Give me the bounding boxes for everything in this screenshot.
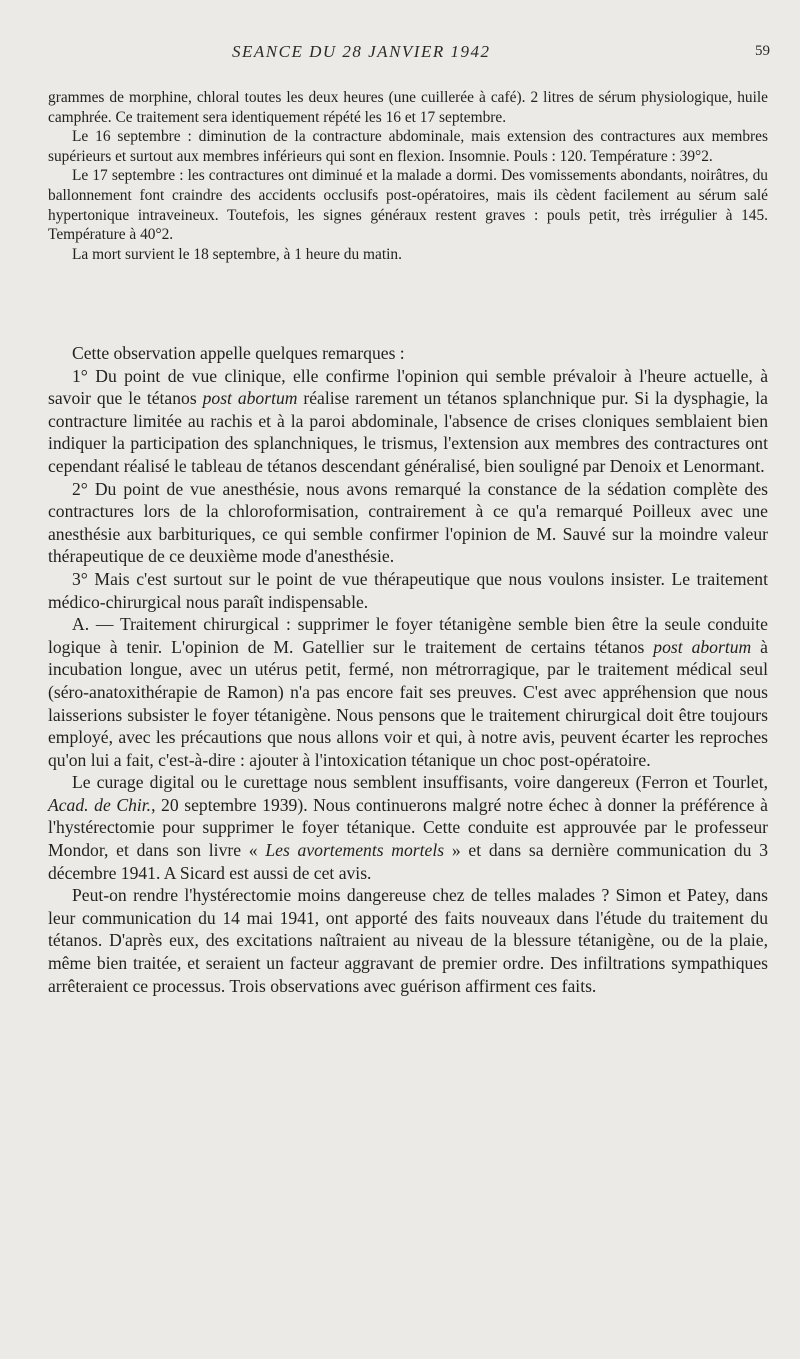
text-run: » et dans sa dernière communication du 3 décembre 1941. A Sicard est aussi de cet avis. xyxy=(48,840,769,883)
paragraph: Cette observation appelle quelques remarques : xyxy=(72,343,405,363)
text-run: à incubation longue, avec un utérus petit, fermé, non métrorragique, par le traitement médical seul (séro-anatoxithérapie de Ramon) n'a pas encore fait ses preuves. C'est avec appréhension que nous laisserions subsister le foyer tétanigène. Nous pensons que le traitement chirurgical doit être toujours employé, avec les précautions que nous allons voir et qui, à notre avis, peuvent écarter les reproches qu'on lui a fait, c'est-à-dire : ajouter à l'intoxication tétanique un choc post-opératoire. xyxy=(48,636,768,770)
paragraph xyxy=(48,771,768,884)
paragraph xyxy=(48,365,768,478)
running-title: SEANCE DU 28 JANVIER 1942 xyxy=(232,42,491,61)
italic-citation: Acad. de Chir. xyxy=(48,794,152,815)
italic-term: post abortum xyxy=(202,388,298,409)
paragraph: 2° Du point de vue anesthésie, nous avons remarqué la constance de la sédation complète des contractures lors de la chloroformisation, contrairement à ce qu'a remarqué Poilleux avec une anesthésie aux barbituriques, ce qui semble confirmer l'opinion de M. Sauvé sur la moindre valeur thérapeutique de ce deuxième mode d'anesthésie. xyxy=(48,478,768,567)
paragraph: grammes de morphine, chloral toutes les deux heures (une cuillerée à café). 2 litres de sérum physiologique, huile camphrée. Ce traitement sera identiquement répété les 16 et 17 septembre. xyxy=(48,89,768,126)
text-run: 1° Du point de vue clinique, elle confirme l'opinion qui semble prévaloir à l'heure actuelle, à savoir que le tétanos xyxy=(48,365,768,409)
paragraph: 3° Mais c'est surtout sur le point de vue thérapeutique que nous voulons insister. Le traitement médico-chirurgical nous paraît indispensable. xyxy=(48,568,768,612)
text-run: réalise rarement un tétanos splanchnique pur. Si la dysphagie, la contracture limitée au rachis et à la paroi abdominale, l'absence de crises cloniques semblaient bien indiquer la participation des splanchniques, le trismus, l'extension aux membres des contractures ont cependant réalisé le tableau de tétanos descendant généralisé, bien souligné par Denoix et Lenormant. xyxy=(48,388,768,476)
paragraph: Le 17 septembre : les contractures ont diminué et la malade a dormi. Des vomissements abondants, noirâtres, du ballonnement font craindre des accidents occlusifs post-opératoires, mais ils cèdent facilement au sérum salé hypertonique intraveineux. Toutefois, les signes généraux restent graves : pouls petit, très irrégulier à 145. Température à 40°2. xyxy=(48,167,768,244)
paragraph: Le 16 septembre : diminution de la contracture abdominale, mais extension des contractures aux membres supérieurs et surtout aux membres inférieurs qui sont en flexion. Insomnie. Pouls : 120. Température : 39°2. xyxy=(48,128,768,165)
page-header xyxy=(0,42,800,66)
discussion-block xyxy=(48,342,768,997)
paragraph xyxy=(48,613,768,771)
text-run: Le curage digital ou le curettage nous semblent insuffisants, voire dangereux (Ferron et Tourlet, xyxy=(72,772,768,793)
page-number: 59 xyxy=(755,43,770,59)
paragraph: Peut-on rendre l'hystérectomie moins dangereuse chez de telles malades ? Simon et Patey, dans leur communication du 14 mai 1941, ont apporté des faits nouveaux dans l'étude du traitement du tétanos. D'après eux, des excitations naîtraient au niveau de la blessure tétanigène, ou de la plaie, même bien traitée, et seraient un facteur aggravant de premier ordre. Des infiltrations sympathiques arrêteraient ce processus. Trois observations avec guérison affirment ces faits. xyxy=(48,885,768,996)
paragraph: La mort survient le 18 septembre, à 1 heure du matin. xyxy=(72,245,402,263)
italic-book-title: Les avortements mortels xyxy=(265,840,445,861)
case-report-block xyxy=(48,88,768,264)
text-run: A. — Traitement chirurgical : supprimer le foyer tétanigène semble bien être la seule conduite logique à tenir. L'opinion de M. Gatellier sur le traitement de certains tétanos xyxy=(48,614,768,657)
italic-term: post abortum xyxy=(653,636,752,657)
text-run: , 20 septembre 1939). Nous continuerons malgré notre échec à donner la préférence à l'hystérectomie pour supprimer le foyer tétanique. Cette conduite est approuvée par le professeur Mondor, et dans son livre « xyxy=(48,794,768,861)
